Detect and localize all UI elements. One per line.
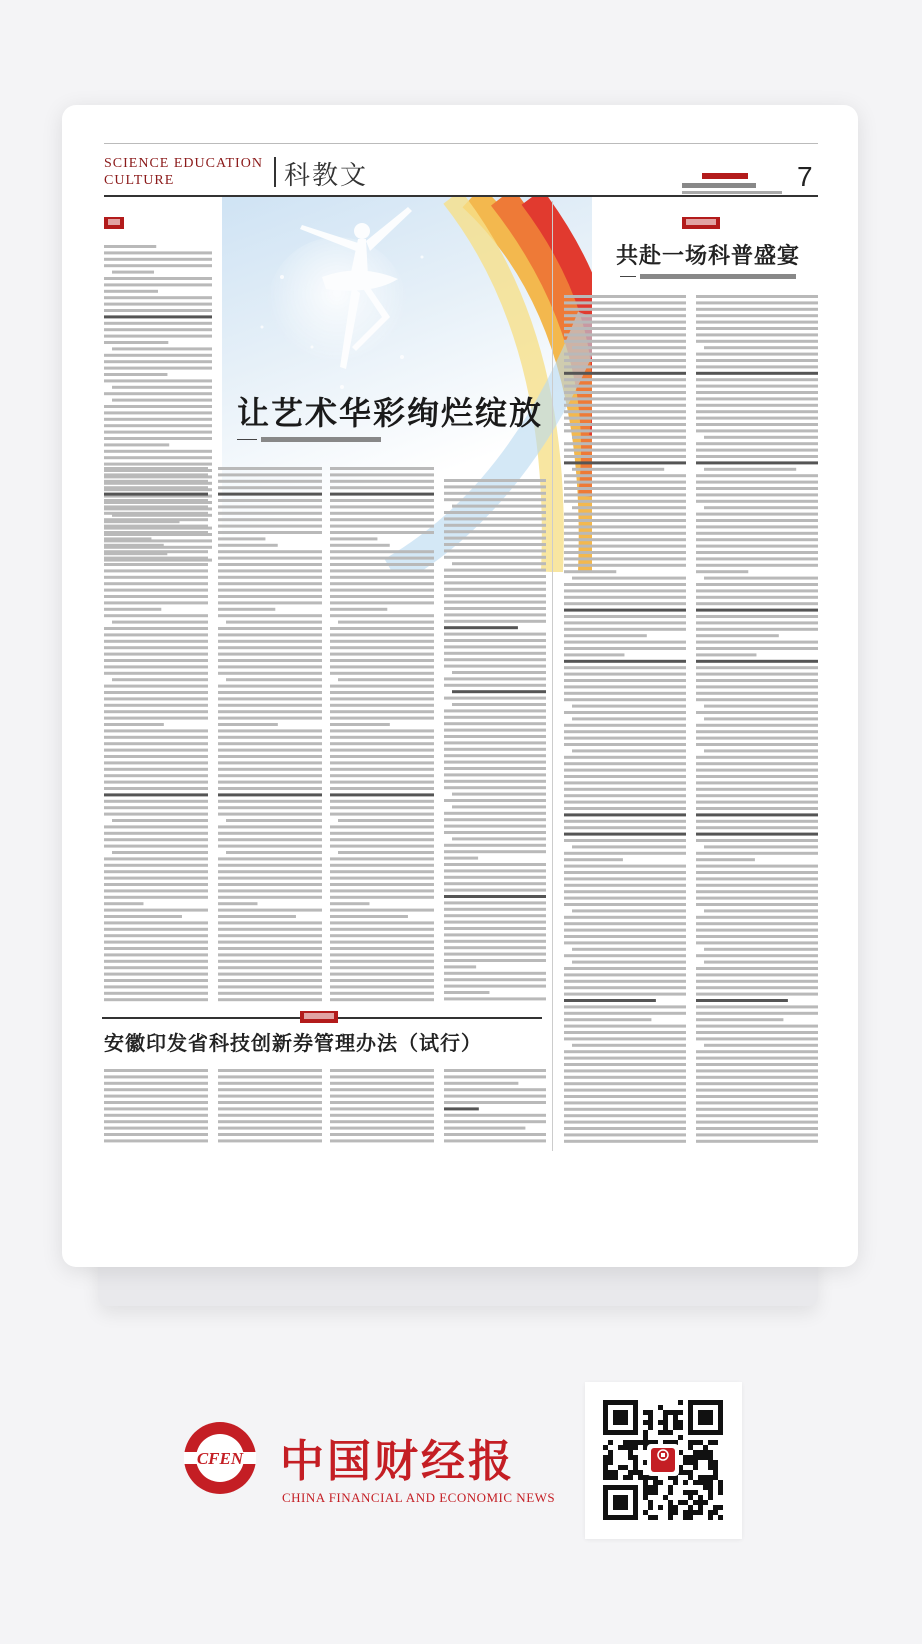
brand-name-cn: 中国财经报 [280,1436,515,1487]
section-name-en: SCIENCE EDUCATION CULTURE [104,156,263,188]
page-number: 7 [797,161,813,192]
bottom-article-tag [300,1011,338,1023]
header-divider [274,157,276,187]
ballerina-figure [267,207,412,377]
qr-code[interactable] [585,1382,742,1539]
article-text-col3 [330,465,434,1005]
right-article-headline: 共赴一场科普盛宴 [615,243,800,269]
masthead-mini [672,173,782,189]
feature-headline: 让艺术华彩绚烂绽放 [237,394,544,432]
bottom-article-text-col4 [444,1067,546,1147]
column-tag-left [104,217,124,229]
newspaper-page [62,105,858,1267]
bottom-article-text-col2 [218,1067,322,1147]
right-article-text-col2 [696,293,818,1143]
logo-text: CFEN [196,1449,244,1468]
column-divider [552,201,553,1151]
feature-subheadline [237,433,387,447]
bottom-article-text-col1 [104,1067,208,1147]
right-article-subheadline [602,273,818,284]
bottom-article-headline: 安徽印发省科技创新券管理办法（试行） [104,1031,482,1055]
article-text-col1 [104,465,208,1005]
qr-center-logo-icon [647,1444,679,1476]
header-top-rule [104,143,818,144]
section-name-cn: 科教文 [284,161,369,191]
article-text-col4 [444,477,546,1005]
article-text-col2 [218,465,322,1005]
brand-name-en: CHINA FINANCIAL AND ECONOMIC NEWS [282,1490,556,1505]
column-tag-right [682,217,720,229]
bottom-article-text-col3 [330,1067,434,1147]
cfen-logo-icon [180,1418,260,1498]
right-article-text-col1 [564,293,686,1143]
